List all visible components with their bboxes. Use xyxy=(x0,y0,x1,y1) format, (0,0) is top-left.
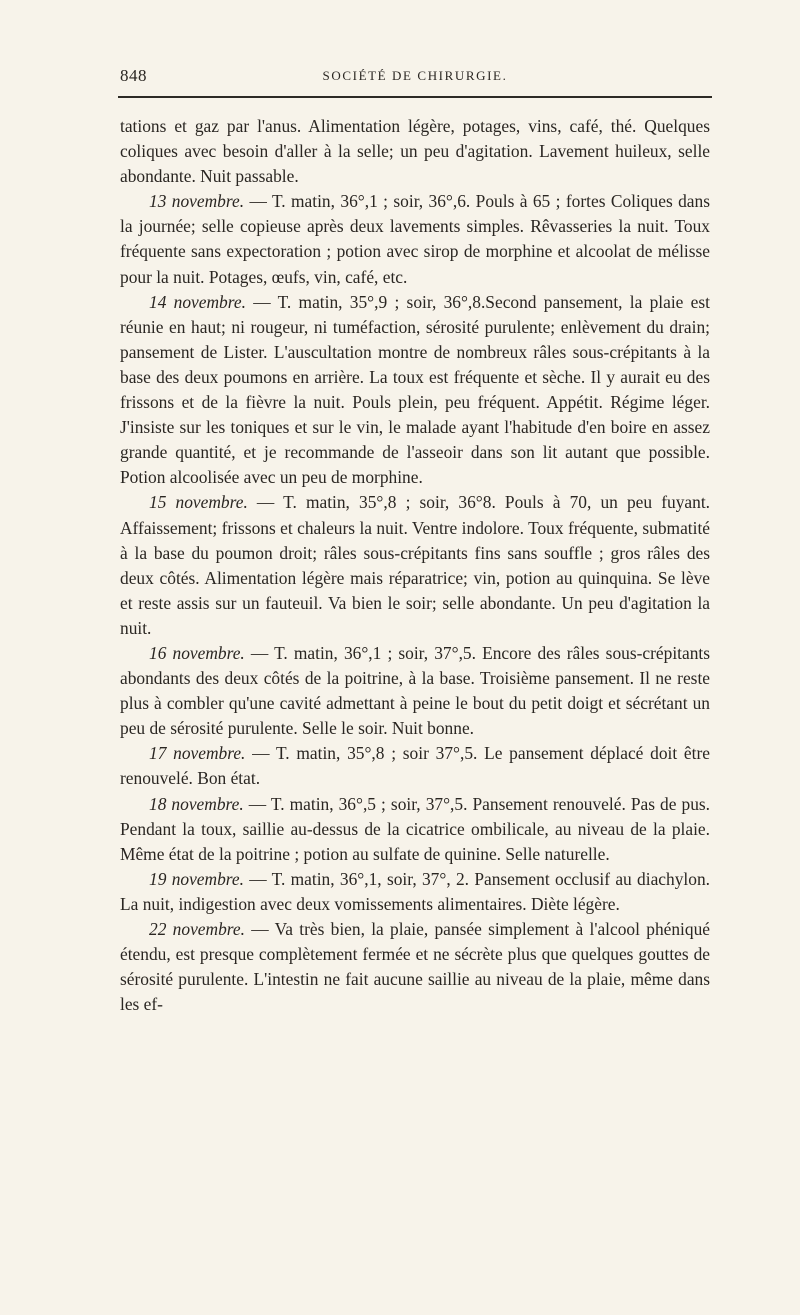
entry-date: 17 novembre. xyxy=(149,743,246,764)
paragraph-22-novembre xyxy=(120,917,710,1017)
entry-text: — T. matin, 35°,8 ; soir 37°,5. Le pansement déplacé doit être renouvelé. Bon état. xyxy=(120,743,710,789)
entry-date: 19 novembre. xyxy=(149,868,244,889)
paragraph-18-novembre xyxy=(120,792,710,867)
entry-date: 18 novembre. xyxy=(149,793,244,814)
entry-date: 16 novembre. xyxy=(149,642,245,663)
entry-text: — Va très bien, la plaie, pansée simplement à l'alcool phéniqué étendu, est presque complètement fermée et ne sécrète plus que quelques gouttes de sérosité purulente. L'intestin ne fait aucune saillie au niveau de la plaie, même dans les ef- xyxy=(120,919,710,1015)
paragraph-19-novembre xyxy=(120,867,710,917)
entry-text: — T. matin, 35°,9 ; soir, 36°,8.Second pansement, la plaie est réunie en haut; ni rougeur, ni tuméfaction, sérosité purulente; enlèvement du drain; pansement de Lister. L'auscultation montre de nombreux râles sous-crépitants à la base des deux poumons en arrière. La toux est fréquente et sèche. Il y aurait eu des frissons et de la fièvre la nuit. Pouls plein, peu fréquent. Appétit. Régime léger. J'insiste sur les toniques et sur le vin, le malade ayant l'habitude d'en boire en assez grande quantité, et je recommande de l'asseoir dans son lit autant que possible. Potion alcoolisée avec un peu de morphine. xyxy=(120,291,710,488)
paragraph-13-novembre xyxy=(120,189,710,289)
entry-date: 22 novembre. xyxy=(149,919,245,939)
entry-text: — T. matin, 35°,8 ; soir, 36°8. Pouls à 70, un peu fuyant. Affaissement; frissons et chaleurs la nuit. Ventre indolore. Toux fréquente, submatité à la base du poumon droit; râles sous-crépitants fins sans souffle ; gros râles des deux côtés. Alimentation légère mais réparatrice; vin, potion au quinquina. Se lève et reste assis sur un fauteuil. Va bien le soir; selle abondante. Un peu d'agitation la nuit. xyxy=(120,492,710,638)
running-title: SOCIÉTÉ DE CHIRURGIE. xyxy=(322,68,508,83)
entry-date: 14 novembre. xyxy=(149,291,246,312)
entry-text: — T. matin, 36°,1, soir, 37°, 2. Pansement occlusif au diachylon. La nuit, indigestion avec deux vomissements alimentaires. Diète légère. xyxy=(120,868,710,914)
entry-text: — T. matin, 36°,5 ; soir, 37°,5. Pansement renouvelé. Pas de pus. Pendant la toux, saillie au-dessus de la cicatrice ombilicale, au niveau de la plaie. Même état de la poitrine ; potion au sulfate de quinine. Selle naturelle. xyxy=(120,793,711,864)
paragraph-continuation: tations et gaz par l'anus. Alimentation légère, potages, vins, café, thé. Quelques coliques avec besoin d'aller à la selle; un peu d'agitation. Lavement huileux, selle abondante. Nuit passable. xyxy=(120,116,710,187)
page-header xyxy=(120,66,710,88)
paragraph-14-novembre xyxy=(120,290,710,491)
paragraph-17-novembre xyxy=(120,741,710,791)
paragraph-16-novembre xyxy=(120,641,710,741)
paragraph-15-novembre xyxy=(120,490,710,641)
body-text xyxy=(120,114,710,1017)
entry-date: 15 novembre. xyxy=(149,492,248,513)
entry-text: — T. matin, 36°,1 ; soir, 36°,6. Pouls à 65 ; fortes Coliques dans la journée; selle copieuse après deux lavements simples. Rêvasseries la nuit. Toux fréquente sans expectoration ; potion avec sirop de morphine et alcoolat de mélisse pour la nuit. Potages, œufs, vin, café, etc. xyxy=(120,191,710,287)
page-number: 848 xyxy=(120,66,147,85)
header-rule xyxy=(118,96,712,98)
entry-text: — T. matin, 36°,1 ; soir, 37°,5. Encore des râles sous-crépitants abondants des deux côtés de la poitrine, à la base. Troisième pansement. Il ne reste plus à combler qu'une cavité admettant à peine le bout du petit doigt et sécrétant un peu de sérosité purulente. Selle le soir. Nuit bonne. xyxy=(120,642,710,739)
entry-date: 13 novembre. xyxy=(149,191,245,212)
